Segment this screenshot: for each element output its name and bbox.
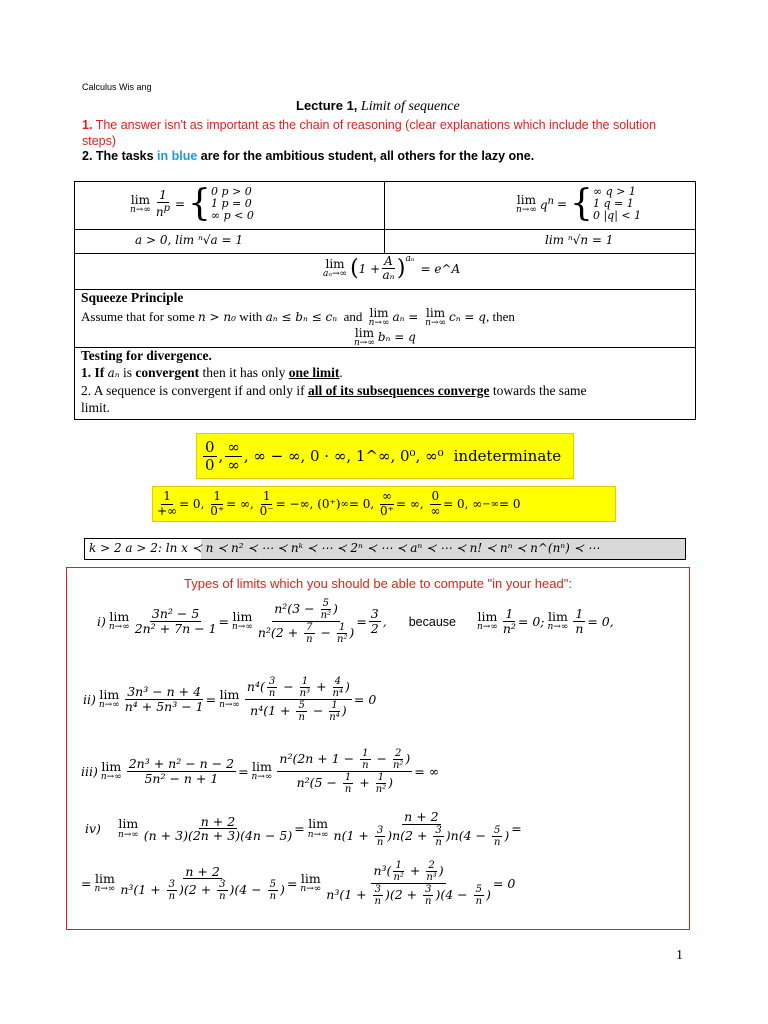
squeeze-conclusion: lim n→∞ bₙ = q — [354, 326, 416, 348]
course-label: Calculus Wis ang — [82, 82, 152, 92]
root-n-limit: lim ⁿ√n = 1 — [545, 233, 614, 247]
div-1-convergent: convergent — [135, 365, 200, 380]
squeeze-text-3: and — [343, 309, 363, 324]
example-ii: ii) lim n→∞ $\frac{\text{3n³ − n + 4}}{\text{n⁴ + 5n³ − 1}}$ = lim n→∞ n⁴( $\frac{3}{n}$ − $\frac{1}{\text{n³}}$ + $\frac{4}{\text{n⁴}}$ ) n⁴(1 + $\frac{5}{n}$ − $\frac{1}{\text{n⁴}}$ ) = 0 — [83, 676, 377, 723]
lecture-number: Lecture 1, — [296, 98, 358, 113]
div-1-num: 1. If — [81, 365, 108, 380]
note-2-a: 2. The tasks — [82, 149, 158, 163]
lecture-topic: Limit of sequence — [360, 99, 460, 114]
examples-box — [66, 567, 690, 930]
divergence-point-2 — [81, 382, 686, 416]
label-iv: iv) — [85, 821, 101, 837]
example-i: i) lim n→∞ $\frac{\text{3n² − 5}}{\text{2n² + 7n − 1}}$ = lim n→∞ n²(3 − $\frac{5}{\text{n²}}$ ) n²(2 + $\frac{7}{n}$ − $\frac{1}{\text{n²}}$ ) = $\frac{3}{2}$ , because lim n→∞ $\frac{1}{\text{n²}}$ = 0; lim n→∞ $\frac{1}{n}$ = 0, — [97, 598, 614, 645]
table-row-divergence — [75, 347, 695, 419]
table-row-3 — [75, 253, 695, 290]
div-1-one-limit: one limit — [288, 365, 340, 380]
div-1-mid: then it has only — [199, 365, 289, 380]
indeterminate-forms: , ∞ − ∞, 0 · ∞, 1^∞, 0⁰, ∞⁰ — [243, 447, 444, 465]
result-iii: = ∞ — [414, 764, 440, 779]
examples-title: Types of limits which you should be able to compute "in your head": — [184, 576, 572, 591]
page-number: 1 — [676, 948, 683, 963]
div-2-d: limit. — [81, 400, 110, 415]
note-1 — [82, 117, 702, 149]
squeeze-text-2: with — [239, 309, 263, 324]
case-p-neg: ∞ p < 0 — [210, 209, 254, 222]
label-i: i) — [97, 614, 106, 629]
result-ii: = 0 — [353, 692, 377, 707]
case-q-lt1: 0 |q| < 1 — [592, 209, 642, 222]
case-q-eq1: 1 q = 1 — [592, 197, 634, 210]
note-1-text: The answer isn't as important as the chain of reasoning (clear explanations which include the solution — [95, 118, 657, 132]
e-limit: lim aₙ→∞ ( 1 + $\frac{A}{\text{aₙ}}$ ) $^{a_n}$ = e^A — [323, 253, 461, 283]
note-1-text-cont: steps) — [82, 134, 117, 148]
squeeze-statement: Assume that for some n > n₀ with aₙ ≤ bₙ ≤ cₙ and lim n→∞ aₙ = lim n→∞ cₙ = q, then — [81, 306, 515, 328]
indeterminate-box: $\frac{0}{0}$ , $\frac{\infty}{\infty}$ , ∞ − ∞, 0 · ∞, 1^∞, 0⁰, ∞⁰ indeterminate — [196, 433, 574, 479]
because-label: because — [408, 614, 456, 629]
table-row-1 — [75, 182, 695, 230]
case-p-pos: 0 p > 0 — [210, 185, 252, 198]
case-p-zero: 1 p = 0 — [210, 197, 252, 210]
lim-q-n: lim n→∞ $q^n$ = { ∞ q > 1 1 q = 1 0 |q| < 1 — [516, 183, 642, 224]
page-title — [296, 98, 460, 115]
div-2-a: 2. A sequence is convergent if and only if — [81, 383, 308, 398]
indeterminate-label: indeterminate — [453, 447, 562, 465]
table-row-squeeze — [75, 289, 695, 348]
note-2-blue: in blue — [157, 149, 198, 163]
squeeze-title: Squeeze Principle — [81, 290, 184, 305]
e-limit-result: = e^A — [420, 261, 461, 276]
result-iv: = 0 — [492, 876, 516, 891]
note-2-b: are for the ambitious student, all others for the lazy one. — [197, 149, 535, 163]
divergence-point-1: 1. If aₙ is convergent then it has only one limit. — [81, 365, 343, 380]
squeeze-text-4: , then — [485, 309, 515, 324]
divergence-title: Testing for divergence. — [81, 348, 212, 363]
note-2 — [82, 149, 534, 163]
formula-table — [74, 181, 696, 420]
div-2-c: towards the same — [489, 383, 587, 398]
table-row-2 — [75, 229, 695, 254]
root-a-limit: a > 0, lim ⁿ√a = 1 — [135, 233, 243, 247]
label-ii: ii) — [83, 692, 96, 707]
case-q-gt1: ∞ q > 1 — [592, 185, 636, 198]
example-iii: iii) lim n→∞ $\frac{\text{2n³ + n² − n − 2}}{\text{5n² − n + 1}}$ = lim n→∞ n²(2n + 1 − $\frac{1}{n}$ − $\frac{2}{\text{n²}}$ ) n²(5 − $\frac{1}{n}$ + $\frac{1}{\text{n²}}$ ) = ∞ — [81, 748, 440, 795]
example-iv: iv) lim n→∞ $\frac{n + 2}{(n + 3)(2n + 3)(4n - 5)}$ = lim n→∞ n + 2 n(1 + $\frac{3}{n}$ )n(2 + $\frac{3}{n}$ )n(4 − $\frac{5}{n}$ ) = — [85, 809, 522, 848]
growth-ordering-box — [84, 538, 686, 560]
div-1-end: . — [339, 365, 343, 380]
determinate-box: $\frac{1}{+\infty}$ = 0, $\frac{1}{0^+}$ = ∞, $\frac{1}{0^-}$ = −∞, (0⁺) ∞ = 0, $\frac{\infty}{0^+}$ = ∞, $\frac{0}{\infty}$ = 0, ∞ −∞ = 0 — [152, 486, 616, 522]
squeeze-text-1: Assume that for some — [81, 309, 195, 324]
div-1-is: is — [119, 365, 136, 380]
note-1-number: 1. — [82, 118, 93, 132]
label-iii: iii) — [81, 764, 98, 779]
div-2-subsequences: all of its subsequences converge — [307, 383, 490, 398]
example-iv-cont: = lim n→∞ n + 2 n³(1 + $\frac{3}{n}$ )(2 + $\frac{3}{n}$ )(4 − $\frac{5}{n}$ ) = lim n→∞ n³( $\frac{1}{\text{n²}}$ + $\frac{2}{\text{n³}}$ ) n³(1 + $\frac{3}{n}$ )(2 + $\frac{3}{n}$ )(4 − $\frac{5}{n}$ ) = 0 — [81, 860, 516, 907]
lim-1-over-np: lim n→∞ $\frac{1}{n^p}$ = { 0 p > 0 1 p = 0 ∞ p < 0 — [130, 183, 254, 224]
growth-ordering: k > 2 a > 2: ln x ≺ n ≺ n² ≺ ⋯ ≺ nᵏ ≺ ⋯ ≺ 2ⁿ ≺ ⋯ ≺ aⁿ ≺ ⋯ ≺ n! ≺ nⁿ ≺ n^(nⁿ) ≺ ⋯ — [89, 541, 600, 555]
